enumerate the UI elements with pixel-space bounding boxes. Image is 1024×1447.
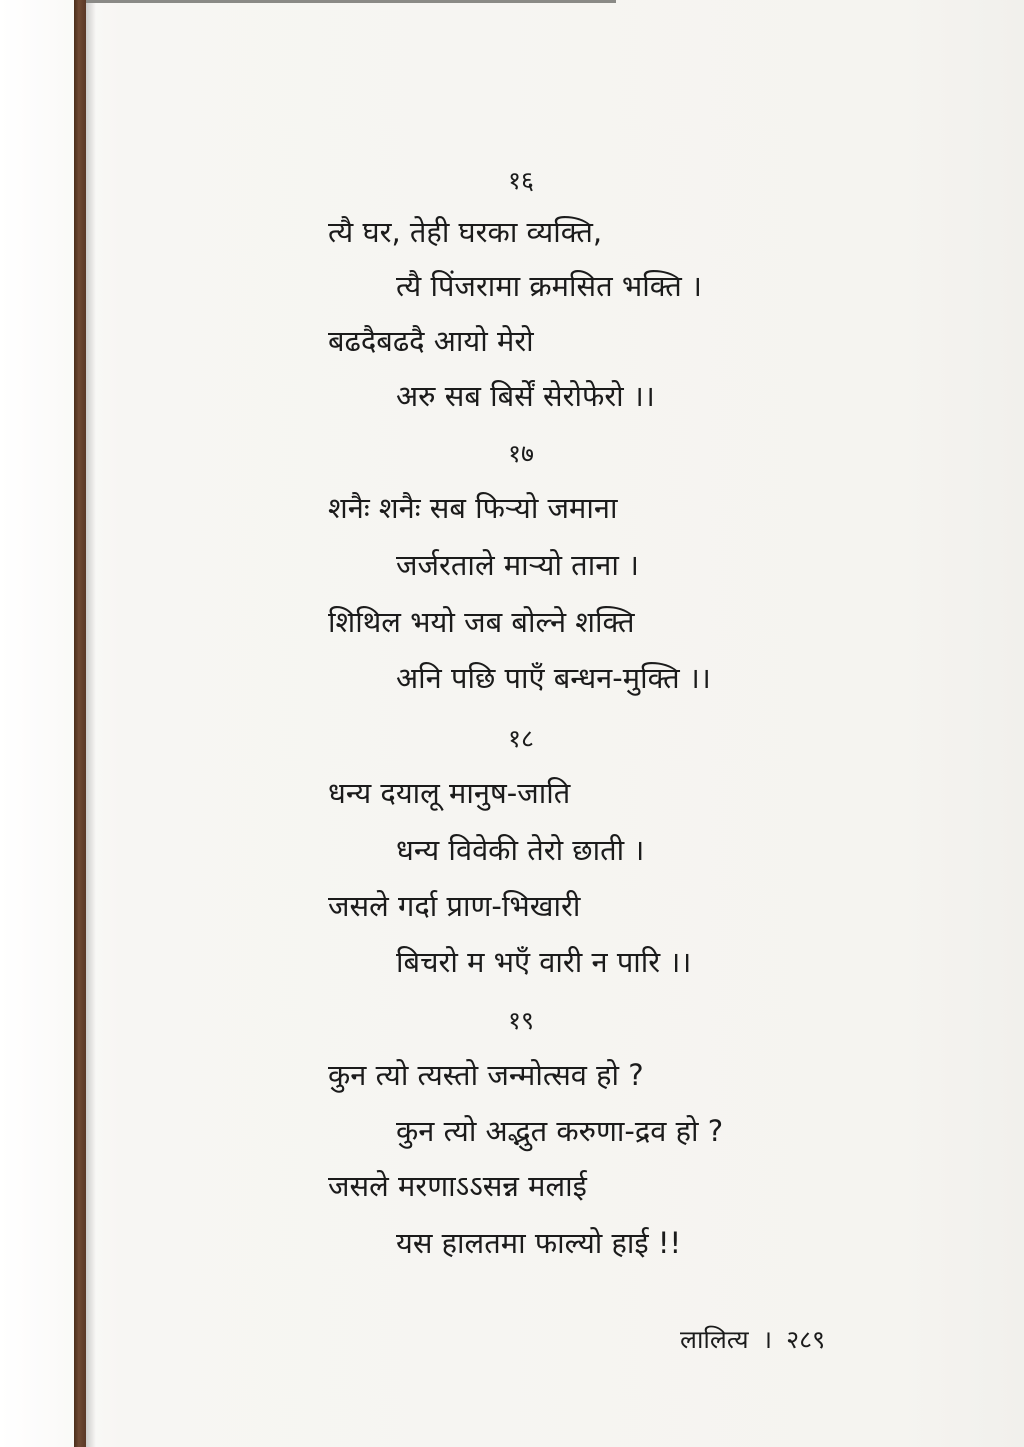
verse-line: जसले गर्दा प्राण-भिखारी bbox=[328, 889, 581, 923]
page-footer bbox=[680, 1322, 825, 1356]
book-spine bbox=[74, 0, 86, 1447]
verse-line: धन्य विवेकी तेरो छाती । bbox=[396, 833, 645, 867]
verse-line: शनैः शनैः सब फिऱ्यो जमाना bbox=[328, 491, 618, 525]
verse-line: कुन त्यो अद्भुत करुणा-द्रव हो ? bbox=[396, 1114, 724, 1148]
stanza-number-18: १८ bbox=[508, 724, 535, 753]
verse-line: शिथिल भयो जब बोल्ने शक्ति bbox=[328, 605, 635, 639]
verse-line: यस हालतमा फाल्यो हाई !! bbox=[396, 1226, 682, 1260]
stanza-number-19: १९ bbox=[508, 1006, 535, 1035]
verse-line: जर्जरताले माऱ्यो ताना । bbox=[396, 548, 640, 582]
stanza-number-17: १७ bbox=[508, 439, 535, 468]
page-top-edge bbox=[86, 0, 616, 3]
page-number: २८९ bbox=[786, 1325, 826, 1354]
verse-line: अरु सब बिर्सें सेरोफेरो ।। bbox=[396, 379, 655, 413]
spine-shadow bbox=[86, 0, 96, 1447]
stanza-number-16: १६ bbox=[508, 166, 535, 195]
verse-line: कुन त्यो त्यस्तो जन्मोत्सव हो ? bbox=[328, 1058, 644, 1092]
verse-line: बढदैबढदै आयो मेरो bbox=[328, 324, 534, 358]
footer-separator: । bbox=[762, 1325, 773, 1354]
verse-line: त्यै पिंजरामा क्रमसित भक्ति । bbox=[396, 269, 703, 303]
verse-line: जसले मरणाऽऽसन्न मलाई bbox=[328, 1169, 587, 1203]
verse-line: अनि पछि पाएँ बन्धन-मुक्ति ।। bbox=[396, 661, 711, 695]
verse-line: बिचरो म भएँ वारी न पारि ।। bbox=[396, 945, 692, 979]
verse-line: त्यै घर, तेही घरका व्यक्ति, bbox=[328, 215, 603, 249]
book-title: लालित्य bbox=[680, 1325, 749, 1354]
verse-line: धन्य दयालू मानुष-जाति bbox=[328, 776, 571, 810]
